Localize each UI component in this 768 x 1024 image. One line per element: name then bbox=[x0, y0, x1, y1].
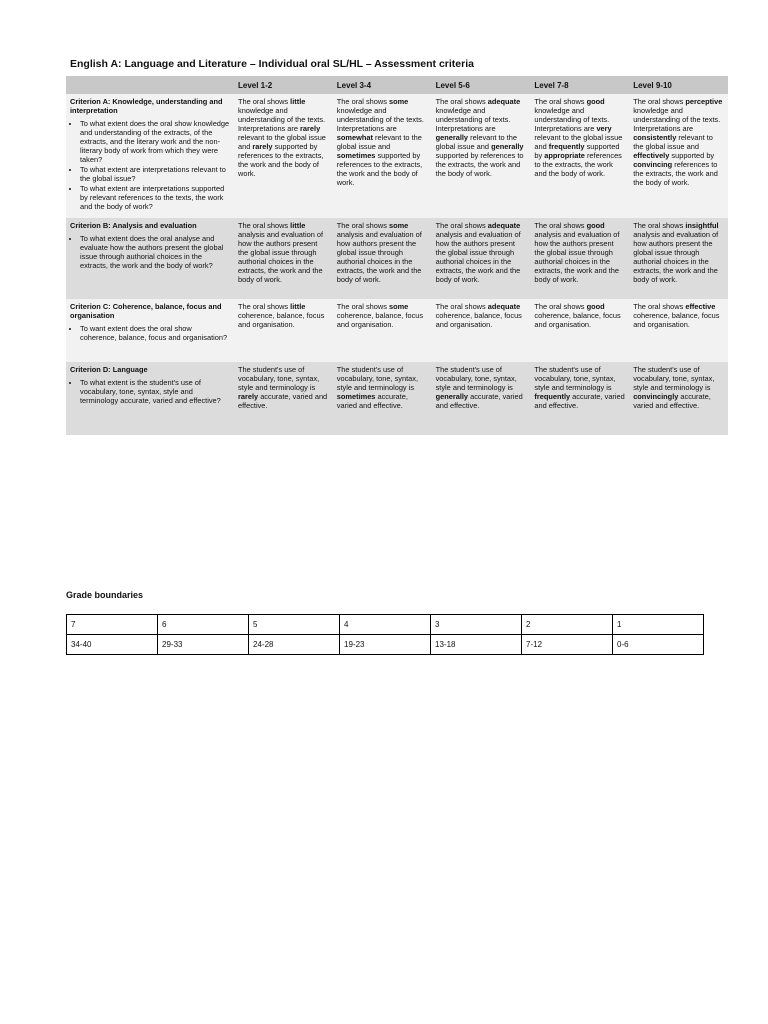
descriptor-cell bbox=[629, 299, 728, 362]
level-header: Level 1-2 bbox=[234, 76, 333, 94]
range-cell: 24-28 bbox=[249, 635, 340, 655]
descriptor-text: The oral shows bbox=[534, 97, 587, 106]
level-header: Level 3-4 bbox=[333, 76, 432, 94]
criterion-row bbox=[66, 299, 728, 362]
criterion-title: Criterion A: Knowledge, understanding and interpretation bbox=[70, 97, 223, 115]
grade-cell: 2 bbox=[522, 615, 613, 635]
descriptor-text: references to the extracts, the work and the body of work. bbox=[534, 151, 622, 178]
descriptor-cell bbox=[234, 299, 333, 362]
descriptor-text: The oral shows bbox=[534, 221, 587, 230]
range-cell: 19-23 bbox=[340, 635, 431, 655]
descriptor-text: relevant to the global issue and bbox=[336, 133, 422, 151]
descriptor-text: The oral shows bbox=[435, 97, 488, 106]
descriptor-text: The student's use of vocabulary, tone, syntax, style and terminology is bbox=[534, 365, 616, 392]
descriptor-keyword: good bbox=[586, 97, 605, 106]
grade-cell: 4 bbox=[340, 615, 431, 635]
descriptor-keyword: perceptive bbox=[685, 97, 723, 106]
descriptor-keyword: sometimes bbox=[336, 392, 376, 401]
criterion-title: Criterion B: Analysis and evaluation bbox=[70, 221, 197, 230]
descriptor-keyword: little bbox=[290, 302, 306, 311]
descriptor-text: The oral shows bbox=[435, 302, 488, 311]
criterion-question: • To what extent are interpretations relevant to the global issue? bbox=[80, 165, 230, 183]
descriptor-text: coherence, balance, focus and organisation. bbox=[336, 311, 424, 329]
descriptor-text: coherence, balance, focus and organisation. bbox=[534, 311, 621, 329]
descriptor-cell bbox=[530, 362, 629, 435]
descriptor-keyword: generally bbox=[435, 392, 469, 401]
descriptor-text: relevant to the global issue and bbox=[435, 133, 517, 151]
descriptor-cell bbox=[432, 218, 531, 299]
criterion-row bbox=[66, 218, 728, 299]
descriptor-text: accurate, varied and effective. bbox=[238, 392, 328, 410]
descriptor-keyword: convincingly bbox=[633, 392, 679, 401]
descriptor-keyword: insightful bbox=[685, 221, 719, 230]
level-header-row bbox=[66, 76, 728, 94]
descriptor-cell bbox=[432, 362, 531, 435]
descriptor-text: relevant to the global issue and bbox=[238, 133, 326, 151]
descriptor-keyword: adequate bbox=[487, 97, 521, 106]
descriptor-text: The oral shows bbox=[336, 221, 389, 230]
descriptor-keyword: frequently bbox=[548, 142, 585, 151]
descriptor-keyword: effective bbox=[685, 302, 716, 311]
grade-cell: 6 bbox=[158, 615, 249, 635]
descriptor-text: supported by bbox=[534, 142, 620, 160]
descriptor-cell bbox=[432, 299, 531, 362]
descriptor-cell bbox=[432, 94, 531, 218]
criterion-questions bbox=[70, 378, 230, 405]
descriptor-text: The oral shows bbox=[633, 302, 686, 311]
descriptor-text: accurate, varied and effective. bbox=[336, 392, 408, 410]
criterion-question: • To want extent does the oral show coherence, balance, focus and organisation? bbox=[80, 324, 230, 342]
assessment-criteria-table bbox=[66, 76, 728, 435]
descriptor-keyword: little bbox=[290, 97, 306, 106]
grade-boundaries-table bbox=[66, 614, 704, 655]
descriptor-text: coherence, balance, focus and organisation. bbox=[633, 311, 720, 329]
descriptor-cell bbox=[629, 218, 728, 299]
criterion-title: Criterion C: Coherence, balance, focus and organisation bbox=[70, 302, 222, 320]
descriptor-text: knowledge and understanding of texts. Interpretations are bbox=[435, 106, 511, 133]
descriptor-text: analysis and evaluation of how authors present the global issue through authorial choices in the extracts, the work and the body of work. bbox=[336, 230, 422, 284]
descriptor-keyword: appropriate bbox=[544, 151, 585, 160]
descriptor-cell bbox=[629, 94, 728, 218]
descriptor-text: The student's use of vocabulary, tone, syntax, style and terminology is bbox=[633, 365, 715, 392]
range-cell: 34-40 bbox=[67, 635, 158, 655]
page-title: English A: Language and Literature – Individual oral SL/HL – Assessment criteria bbox=[70, 58, 474, 70]
criterion-question: • To what extent are interpretations supported by relevant references to the texts, the work and the body of work? bbox=[80, 184, 230, 211]
descriptor-cell bbox=[530, 218, 629, 299]
descriptor-keyword: generally bbox=[491, 142, 524, 151]
criterion-questions bbox=[70, 119, 230, 211]
descriptor-keyword: rarely bbox=[238, 392, 259, 401]
descriptor-text: The oral shows bbox=[435, 221, 488, 230]
range-cell: 13-18 bbox=[431, 635, 522, 655]
descriptor-keyword: good bbox=[586, 302, 605, 311]
descriptor-cell bbox=[333, 218, 432, 299]
criterion-cell bbox=[66, 94, 234, 218]
descriptor-keyword: generally bbox=[435, 133, 469, 142]
grade-cell: 7 bbox=[67, 615, 158, 635]
criterion-row bbox=[66, 94, 728, 218]
criterion-cell bbox=[66, 362, 234, 435]
descriptor-text: accurate, varied and effective. bbox=[435, 392, 523, 410]
descriptor-cell bbox=[234, 94, 333, 218]
descriptor-text: supported by references to the extracts, the work and the body of work. bbox=[336, 151, 423, 187]
descriptor-text: analysis and evaluation of how the authors present the global issue through authorial choices in the extracts, the work and the body of work. bbox=[534, 230, 620, 284]
descriptor-text: The oral shows bbox=[336, 97, 389, 106]
range-cell: 29-33 bbox=[158, 635, 249, 655]
descriptor-keyword: rarely bbox=[300, 124, 321, 133]
descriptor-text: relevant to the global issue and bbox=[633, 133, 713, 151]
descriptor-text: coherence, balance, focus and organisation. bbox=[435, 311, 522, 329]
descriptor-text: analysis and evaluation of how authors present the global issue through authorial choices in the extracts, the work and the body of work. bbox=[633, 230, 719, 284]
descriptor-text: The oral shows bbox=[238, 97, 291, 106]
criterion-row bbox=[66, 362, 728, 435]
descriptor-keyword: consistently bbox=[633, 133, 677, 142]
descriptor-keyword: frequently bbox=[534, 392, 571, 401]
descriptor-keyword: some bbox=[388, 97, 409, 106]
grade-cell: 3 bbox=[431, 615, 522, 635]
descriptor-keyword: adequate bbox=[487, 302, 521, 311]
descriptor-text: relevant to the global issue and bbox=[534, 133, 623, 151]
criterion-question: • To what extent is the student's use of vocabulary, tone, syntax, style and terminology accurate, varied and effective? bbox=[80, 378, 230, 405]
descriptor-keyword: rarely bbox=[252, 142, 273, 151]
descriptor-text: The oral shows bbox=[238, 302, 291, 311]
descriptor-keyword: some bbox=[388, 302, 409, 311]
descriptor-text: accurate, varied and effective. bbox=[633, 392, 711, 410]
descriptor-cell bbox=[629, 362, 728, 435]
descriptor-keyword: very bbox=[596, 124, 612, 133]
descriptor-text: The oral shows bbox=[633, 221, 686, 230]
criterion-question: • To what extent does the oral show knowledge and understanding of the extracts, of the extracts, and the literary work and the non-literary body of work from which they were taken? bbox=[80, 119, 230, 164]
descriptor-cell bbox=[333, 94, 432, 218]
criterion-question: • To what extent does the oral analyse and evaluate how the authors present the global issue through authorial choices in the extracts, the work and the body of work? bbox=[80, 234, 230, 270]
descriptor-keyword: adequate bbox=[487, 221, 521, 230]
descriptor-keyword: good bbox=[586, 221, 605, 230]
criterion-cell bbox=[66, 299, 234, 362]
level-header: Level 5-6 bbox=[432, 76, 531, 94]
descriptor-text: supported by references to the extracts, the work and the body of work. bbox=[238, 142, 324, 178]
range-cell: 7-12 bbox=[522, 635, 613, 655]
descriptor-text: The student's use of vocabulary, tone, syntax, style and terminology is bbox=[435, 365, 517, 392]
descriptor-cell bbox=[234, 218, 333, 299]
descriptor-text: knowledge and understanding of the texts. Interpretations are bbox=[633, 106, 721, 133]
descriptor-text: references to the extracts, the work and the body of work. bbox=[633, 160, 718, 187]
descriptor-cell bbox=[333, 362, 432, 435]
criterion-questions bbox=[70, 234, 230, 270]
descriptor-text: knowledge and understanding of the texts. Interpretations are bbox=[238, 106, 326, 133]
criterion-header-cell bbox=[66, 76, 234, 94]
descriptor-text: The oral shows bbox=[336, 302, 389, 311]
ranges-row bbox=[67, 635, 704, 655]
descriptor-keyword: some bbox=[388, 221, 409, 230]
criterion-title: Criterion D: Language bbox=[70, 365, 148, 374]
descriptor-text: The student's use of vocabulary, tone, syntax, style and terminology is bbox=[336, 365, 418, 392]
descriptor-text: coherence, balance, focus and organisation. bbox=[238, 311, 325, 329]
level-header: Level 7-8 bbox=[530, 76, 629, 94]
criterion-cell bbox=[66, 218, 234, 299]
descriptor-cell bbox=[234, 362, 333, 435]
descriptor-keyword: effectively bbox=[633, 151, 670, 160]
grade-boundaries-title: Grade boundaries bbox=[66, 590, 144, 600]
descriptor-keyword: convincing bbox=[633, 160, 673, 169]
descriptor-cell bbox=[333, 299, 432, 362]
descriptor-text: The oral shows bbox=[633, 97, 686, 106]
descriptor-text: supported by bbox=[669, 151, 715, 160]
descriptor-keyword: sometimes bbox=[336, 151, 376, 160]
descriptor-text: supported by references to the extracts, the work and the body of work. bbox=[435, 151, 524, 178]
descriptor-text: The oral shows bbox=[534, 302, 587, 311]
descriptor-cell bbox=[530, 94, 629, 218]
descriptor-keyword: little bbox=[290, 221, 306, 230]
criterion-questions bbox=[70, 324, 230, 342]
descriptor-text: The oral shows bbox=[238, 221, 291, 230]
range-cell: 0-6 bbox=[613, 635, 704, 655]
descriptor-keyword: somewhat bbox=[336, 133, 373, 142]
descriptor-text: knowledge and understanding of texts. Interpretations are bbox=[534, 106, 610, 133]
descriptor-text: accurate, varied and effective. bbox=[534, 392, 625, 410]
descriptor-text: analysis and evaluation of how the authors present the global issue through authorial choices in the extracts, the work and the body of work. bbox=[435, 230, 521, 284]
descriptor-text: knowledge and understanding of the texts. Interpretations are bbox=[336, 106, 424, 133]
descriptor-cell bbox=[530, 299, 629, 362]
descriptor-text: analysis and evaluation of how the authors present the global issue through authorial choices in the extracts, the work and the body of work. bbox=[238, 230, 324, 284]
grade-cell: 5 bbox=[249, 615, 340, 635]
descriptor-text: The student's use of vocabulary, tone, syntax, style and terminology is bbox=[238, 365, 320, 392]
level-header: Level 9-10 bbox=[629, 76, 728, 94]
grade-cell: 1 bbox=[613, 615, 704, 635]
grades-row bbox=[67, 615, 704, 635]
